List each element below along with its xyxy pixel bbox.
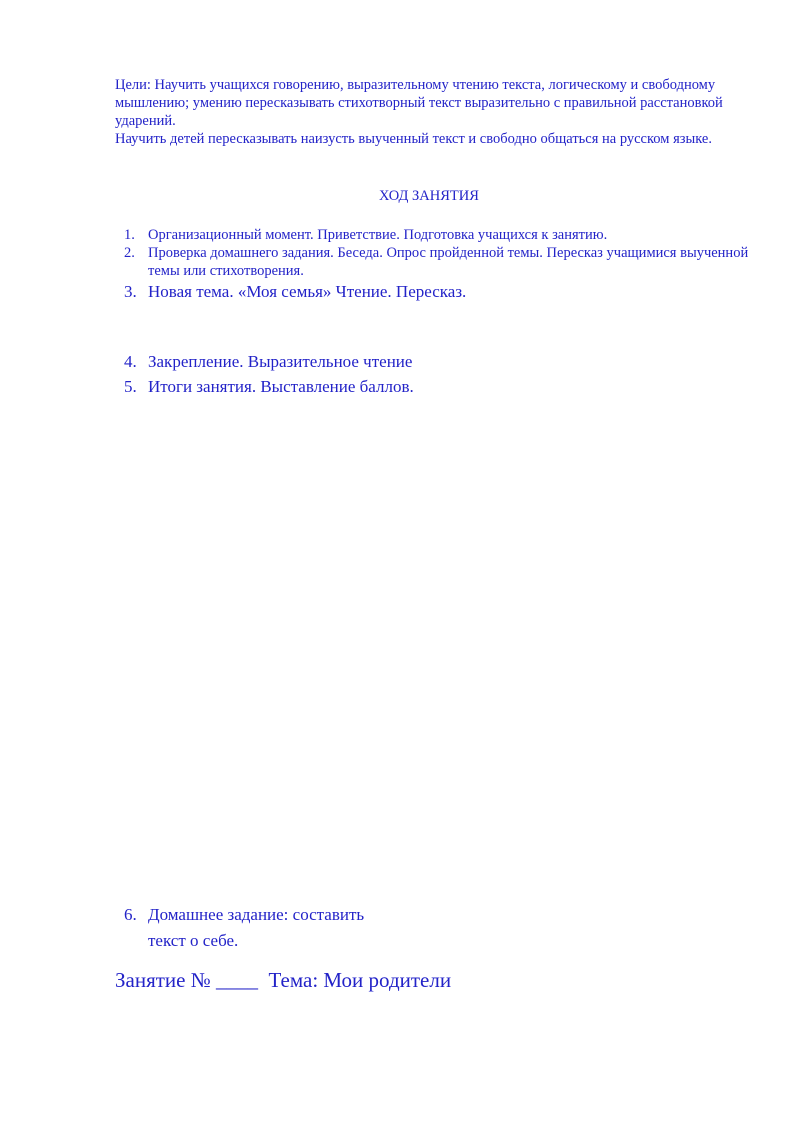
list-item-text: Проверка домашнего задания. Беседа. Опрос пройденной темы. Пересказ учащимися выученной темы или стихотворения. <box>148 245 749 279</box>
list-item-number: 6. <box>124 905 137 924</box>
list-item-1 <box>124 226 754 244</box>
list-item-2 <box>124 244 754 280</box>
goals-paragraph-2: Научить детей пересказывать наизусть выученный текст и свободно общаться на русском языке. <box>115 131 712 147</box>
list-item-6 <box>124 902 754 954</box>
list-item-number: 3. <box>124 282 137 301</box>
list-item-text-line-2: текст о себе. <box>148 931 239 950</box>
list-item-text <box>148 902 754 954</box>
lesson-title: Занятие № ____ Тема: Мои родители <box>115 968 452 992</box>
list-item-text-line-1: Домашнее задание: составить <box>148 905 365 924</box>
list-item-number: 4. <box>124 352 137 371</box>
list-item-number: 5. <box>124 377 137 396</box>
section-title: ХОД ЗАНЯТИЯ <box>379 188 479 204</box>
list-item-text: Организационный момент. Приветствие. Подготовка учащихся к занятию. <box>148 227 608 243</box>
lesson-goals <box>115 76 755 148</box>
list-item-3 <box>124 279 754 305</box>
goals-paragraph-1: Цели: Научить учащихся говорению, выразительному чтению текста, логическому и свободному мышлению; умению пересказывать стихотворный текст выразительно с правильной расстановкой ударений. <box>115 77 723 129</box>
list-item-number: 2. <box>124 245 135 261</box>
list-item-5 <box>124 374 754 400</box>
list-item-text: Новая тема. «Моя семья» Чтение. Пересказ. <box>148 282 467 301</box>
list-item-text: Закрепление. Выразительное чтение <box>148 352 413 371</box>
list-item-number: 1. <box>124 227 135 243</box>
list-item-text: Итоги занятия. Выставление баллов. <box>148 377 414 396</box>
list-item-4 <box>124 349 754 375</box>
